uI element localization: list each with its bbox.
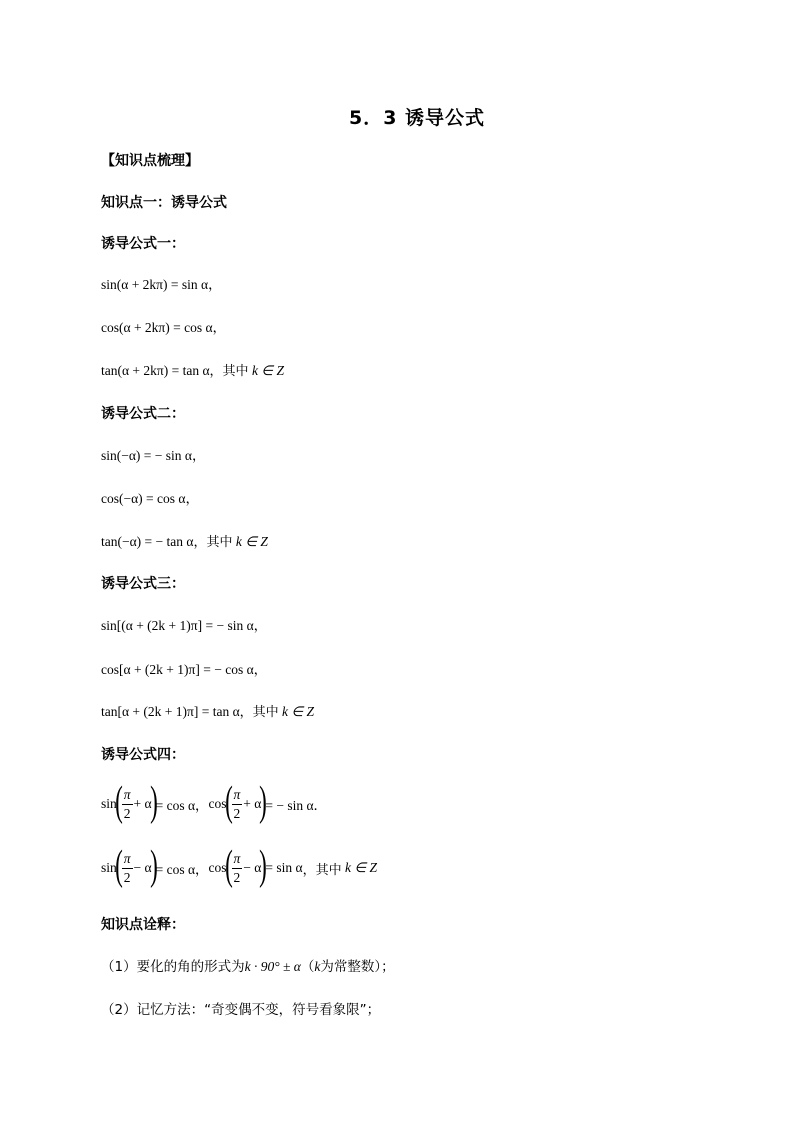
fraction-pi-over-2: $\frac{\pi}{2}$ [233,850,241,885]
left-paren: ( [224,843,233,889]
formula-1-tan-cond: k ∈ Z [251,363,284,378]
formula-2-tan [101,531,268,550]
formula-group-4-heading: 诱导公式四： [101,747,185,763]
note-1 [101,955,395,975]
right-paren: ) [149,779,158,825]
formula-1-tan-expr: tan(α + 2kπ) = tan α [101,363,210,378]
formula-4-r2-inner1: − α [133,860,152,875]
note-1-k: k [314,959,321,974]
formula-group-2-heading: 诱导公式二： [101,406,185,422]
left-paren: ( [114,779,123,825]
formula-4-r1-inner1: + α [133,796,152,811]
fraction-pi-over-2: $\frac{\pi}{2}$ [233,786,241,821]
formula-3-sin: sin[(α + (2k + 1)π] = − sin α， [101,618,268,633]
note-1-open: （ [300,959,315,975]
formula-1-sin: sin(α + 2kπ) = sin α， [101,277,222,292]
page-title: 5．3 诱导公式 [348,107,486,129]
formula-4-row-1 [101,779,328,826]
formula-3-tan-expr: tan[α + (2k + 1)π] = tan α [101,704,240,719]
formula-4-r2-inner2: − α [243,860,262,875]
formula-4-r2-rhs2: = sin α [265,860,303,875]
formula-4-r1-fn2: cos [208,796,227,811]
knowledge-point-heading: 知识点一：诱导公式 [101,195,227,211]
formula-4-r2-cond: k ∈ Z [344,860,377,875]
formula-4-r1-rhs1: = cos α， [155,798,209,813]
formula-1-cos: cos(α + 2kπ) = cos α， [101,320,227,335]
formula-3-tan-where: ，其中 [239,705,279,720]
formula-4-r1-rhs2: = − sin α． [265,798,328,813]
formula-2-cos: cos(−α) = cos α， [101,491,199,506]
formula-4-r2-rhs1: = cos α， [155,862,209,877]
note-1-expr: k · 90° ± α [244,959,301,974]
formula-1-tan [101,360,284,379]
notes-heading: 知识点诠释： [101,917,185,933]
formula-group-1-heading: 诱导公式一： [101,236,185,252]
formula-2-tan-expr: tan(−α) = − tan α [101,534,194,549]
formula-3-tan [101,701,314,720]
left-paren: ( [224,779,233,825]
note-2: （2）记忆方法：“奇变偶不变，符号看象限”； [101,1002,381,1018]
note-1-text: （1）要化的角的形式为 [101,959,245,975]
formula-group-3-heading: 诱导公式三： [101,576,185,592]
formula-4-r2-fn1: sin [101,860,117,875]
formula-4-row-2 [101,843,377,890]
formula-3-cos: cos[α + (2k + 1)π] = − cos α， [101,662,268,677]
formula-4-r2-fn2: cos [208,860,227,875]
formula-2-tan-where: ，其中 [193,535,233,550]
formula-1-tan-where: ，其中 [209,364,249,379]
right-paren: ) [149,843,158,889]
formula-4-r1-fn1: sin [101,796,117,811]
right-paren: ) [259,843,268,889]
fraction-pi-over-2: $\frac{\pi}{2}$ [123,850,131,885]
left-paren: ( [114,843,123,889]
fraction-pi-over-2: $\frac{\pi}{2}$ [123,786,131,821]
formula-2-tan-cond: k ∈ Z [235,534,268,549]
formula-3-tan-cond: k ∈ Z [282,704,315,719]
formula-2-sin: sin(−α) = − sin α， [101,448,206,463]
formula-4-r1-inner2: + α [243,796,262,811]
note-1-tail: 为常整数）； [320,959,395,975]
formula-4-r2-where: ，其中 [302,862,342,878]
section-label: 【知识点梳理】 [101,153,199,169]
right-paren: ) [259,779,268,825]
